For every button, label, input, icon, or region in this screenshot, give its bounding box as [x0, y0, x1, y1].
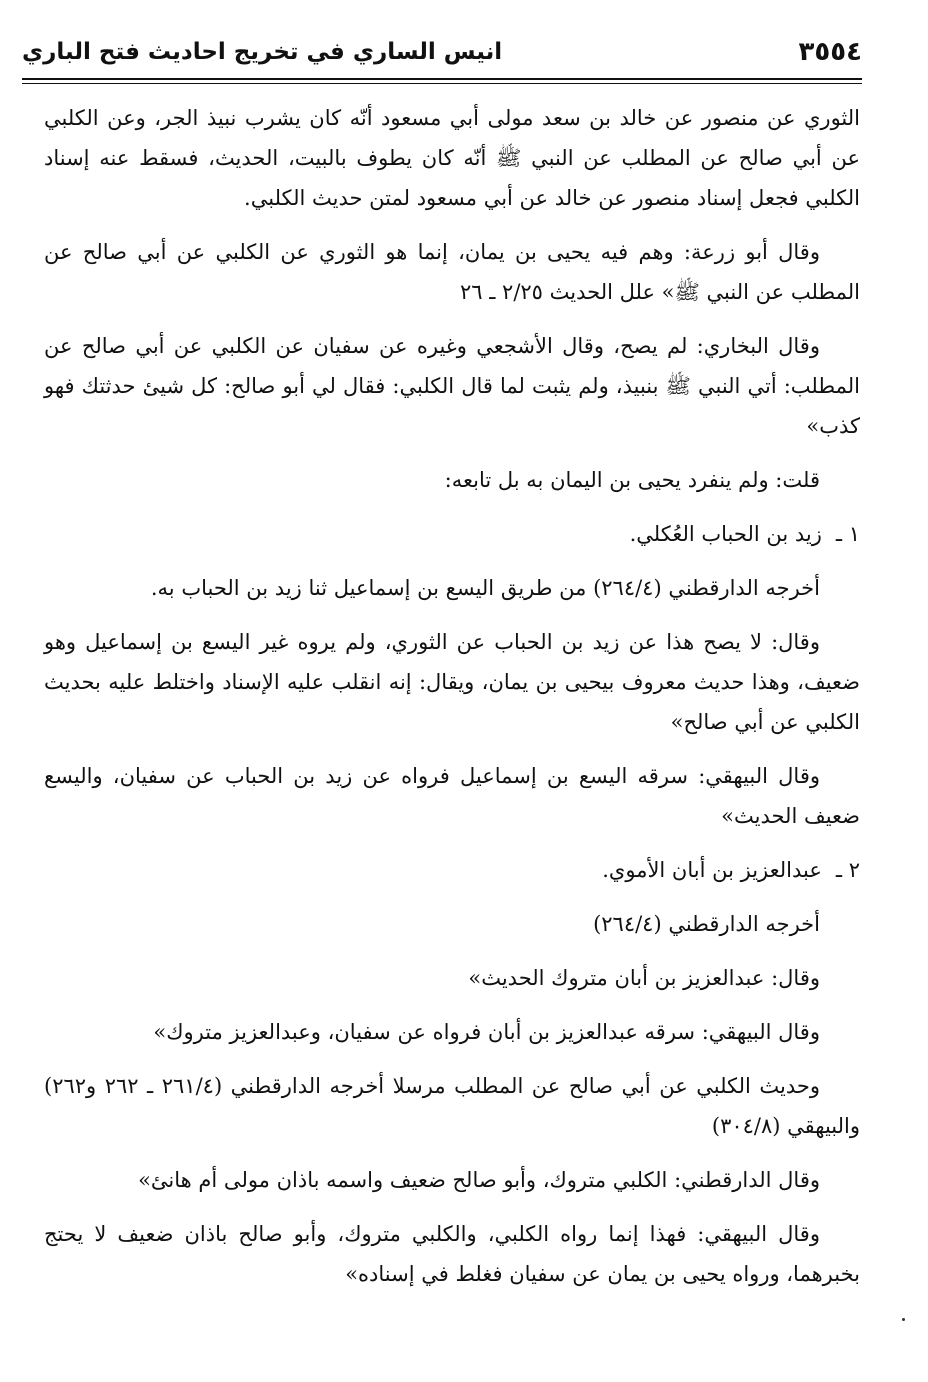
paragraph: وقال: لا يصح هذا عن زيد بن الحباب عن الثوري، ولم يروه غير اليسع بن إسماعيل وهو ضعيف، وهذا حديث معروف بيحيى بن يمان، ويقال: إنه انقلب عليه الإسناد واختلط عليه بحديث الكلبي عن أبي صالح»	[44, 630, 860, 734]
list-item-text: زيد بن الحباب العُكلي.	[629, 522, 822, 546]
paragraph: الثوري عن منصور عن خالد بن سعد مولى أبي مسعود أنّه كان يشرب نبيذ الجر، وعن الكلبي عن أبي صالح عن المطلب عن النبي ﷺ أنّه كان يطوف بالبيت، الحديث، فسقط عنه إسناد الكلبي فجعل إسناد منصور عن خالد عن أبي مسعود لمتن حديث الكلبي.	[44, 106, 860, 210]
running-title: انيس الساري في تخريج احاديث فتح الباري	[22, 39, 503, 65]
paragraph: أخرجه الدارقطني (٢٦٤/٤) من طريق اليسع بن إسماعيل ثنا زيد بن الحباب به.	[150, 576, 820, 600]
page-number: ٣٥٥٤	[798, 37, 862, 67]
paragraph: وقال البيهقي: فهذا إنما رواه الكلبي، والكلبي متروك، وأبو صالح باذان ضعيف لا يحتج بخبرهما، ورواه يحيى بن يمان عن سفيان فغلط في إسناده»	[44, 1222, 860, 1286]
list-item	[44, 850, 860, 890]
paragraph: وقال البيهقي: سرقه اليسع بن إسماعيل فرواه عن زيد بن الحباب عن سفيان، واليسع ضعيف الحديث»	[44, 764, 860, 828]
paragraph: وقال: عبدالعزيز بن أبان متروك الحديث»	[468, 966, 820, 990]
paragraph: وقال البخاري: لم يصح، وقال الأشجعي وغيره عن سفيان عن الكلبي عن أبي صالح عن المطلب: أتي النبي ﷺ بنبيذ، ولم يثبت لما قال الكلبي: فقال لي أبو صالح: كل شيئ حدثتك فهو كذب»	[44, 334, 860, 438]
list-item-number: ١ ـ	[835, 522, 860, 546]
list-item-number: ٢ ـ	[835, 858, 860, 882]
header-rule	[22, 78, 862, 84]
scan-speck	[902, 1318, 905, 1321]
paragraph: أخرجه الدارقطني (٢٦٤/٤)	[593, 912, 820, 936]
list-item-text: عبدالعزيز بن أبان الأموي.	[602, 858, 822, 882]
paragraph: وقال أبو زرعة: وهم فيه يحيى بن يمان، إنما هو الثوري عن الكلبي عن أبي صالح عن المطلب عن النبي ﷺ» علل الحديث ٢/٢٥ ـ ٢٦	[44, 240, 860, 304]
paragraph: وقال البيهقي: سرقه عبدالعزيز بن أبان فرواه عن سفيان، وعبدالعزيز متروك»	[153, 1020, 820, 1044]
paragraph: وحديث الكلبي عن أبي صالح عن المطلب مرسلا أخرجه الدارقطني (٢٦١/٤ ـ ٢٦٢ و٢٦٢) والبيهقي (٣٠٤/٨)	[44, 1074, 860, 1138]
paragraph: وقال الدارقطني: الكلبي متروك، وأبو صالح ضعيف واسمه باذان مولى أم هانئ»	[138, 1168, 820, 1192]
page-header	[22, 30, 862, 74]
paragraph: قلت: ولم ينفرد يحيى بن اليمان به بل تابعه:	[444, 468, 820, 492]
page-body	[44, 98, 860, 1308]
list-item	[44, 514, 860, 554]
